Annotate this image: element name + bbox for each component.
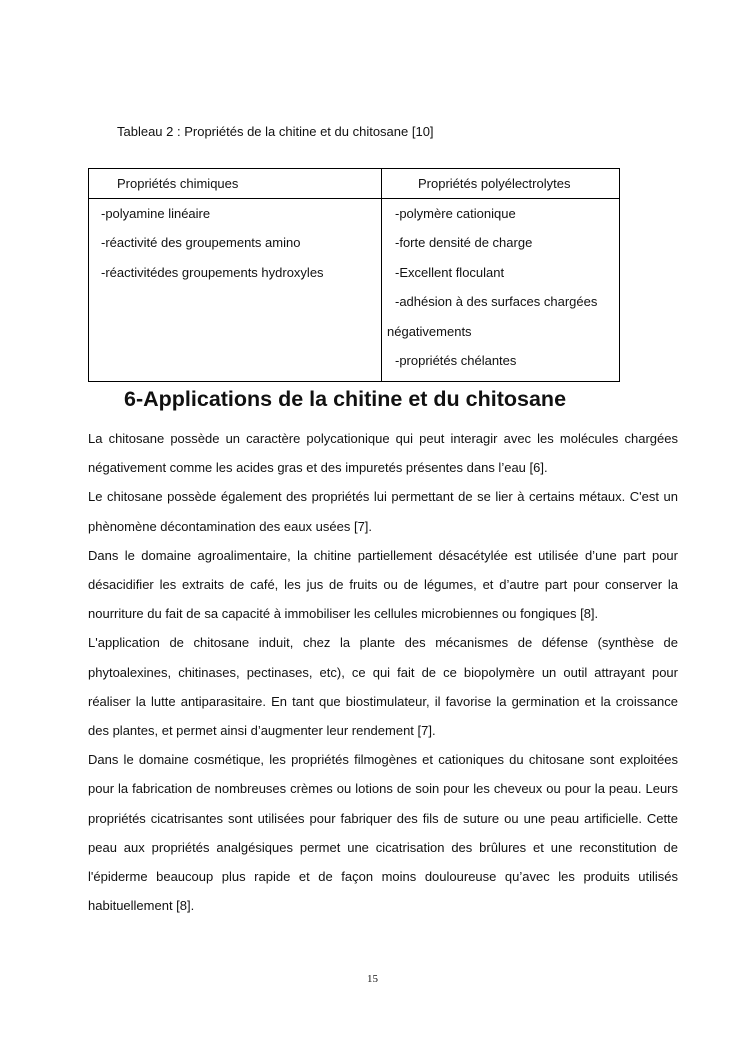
section-title: 6-Applications de la chitine et du chitosane [124, 387, 567, 411]
list-item: -polymère cationique [395, 206, 516, 221]
list-item: -Excellent floculant [395, 264, 505, 280]
polyelectrolyte-properties-cell [382, 199, 620, 382]
list-item: -forte densité de charge [395, 235, 533, 251]
header-polyelectrolyte-properties: Propriétés polyélectrolytes [382, 169, 620, 199]
table-row [89, 199, 620, 382]
body-text [88, 424, 678, 920]
paragraph: L'application de chitosane induit, chez la plante des mécanismes de défense (synthèse de phytoalexines, chitinases, pectinases, etc), ce qui fait de ce biopolymère un outil attrayant pour réaliser la lutte antiparasitaire. En tant que biostimulateur, il favorise la germination et la croissance des plantes, et permet ainsi d’augmenter leur rendement [7]. [88, 635, 678, 739]
list-item: -polyamine linéaire [101, 206, 211, 221]
header-chemical-properties: Propriétés chimiques [89, 169, 382, 199]
paragraph: Dans le domaine agroalimentaire, la chitine partiellement désacétylée est utilisée d’une part pour désacidifier les extraits de café, les jus de fruits ou de légumes, et d’autre part pour conserver la nourriture du fait de sa capacité à immobiliser les cellules microbiennes ou fongiques [8]. [88, 547, 678, 622]
table-header-row [89, 169, 620, 199]
list-item: -adhésion à des surfaces chargées [395, 294, 598, 310]
paragraph: Le chitosane possède également des propriétés lui permettant de se lier à certains métaux. C'est un phènomène décontamination des eaux usées [7]. [88, 489, 678, 534]
list-item: -réactivité des groupements amino [101, 235, 301, 251]
properties-table [88, 168, 620, 382]
page-number: 15 [367, 973, 378, 985]
list-item: négativements [387, 323, 472, 339]
list-item: -réactivitédes groupements hydroxyles [101, 264, 324, 280]
list-item: -propriétés chélantes [395, 352, 517, 368]
table-caption: Tableau 2 : Propriétés de la chitine et du chitosane [10] [117, 124, 434, 139]
paragraph: La chitosane possède un caractère polycationique qui peut interagir avec les molécules chargées négativement comme les acides gras et des impuretés présentes dans l’eau [6]. [88, 431, 678, 476]
chemical-properties-cell [89, 199, 382, 382]
paragraph: Dans le domaine cosmétique, les propriétés filmogènes et cationiques du chitosane sont exploitées pour la fabrication de nombreuses crèmes ou lotions de soin pour les cheveux ou pour la peau. Leurs propriétés cicatrisantes sont utilisées pour fabriquer des fils de suture ou une peau artificielle. Cette peau aux propriétés analgésiques permet une cicatrisation des brûlures et une reconstitution de l'épiderme beaucoup plus rapide et de façon moins douloureuse qu’avec les produits utilisés habituellement [8]. [88, 752, 678, 914]
